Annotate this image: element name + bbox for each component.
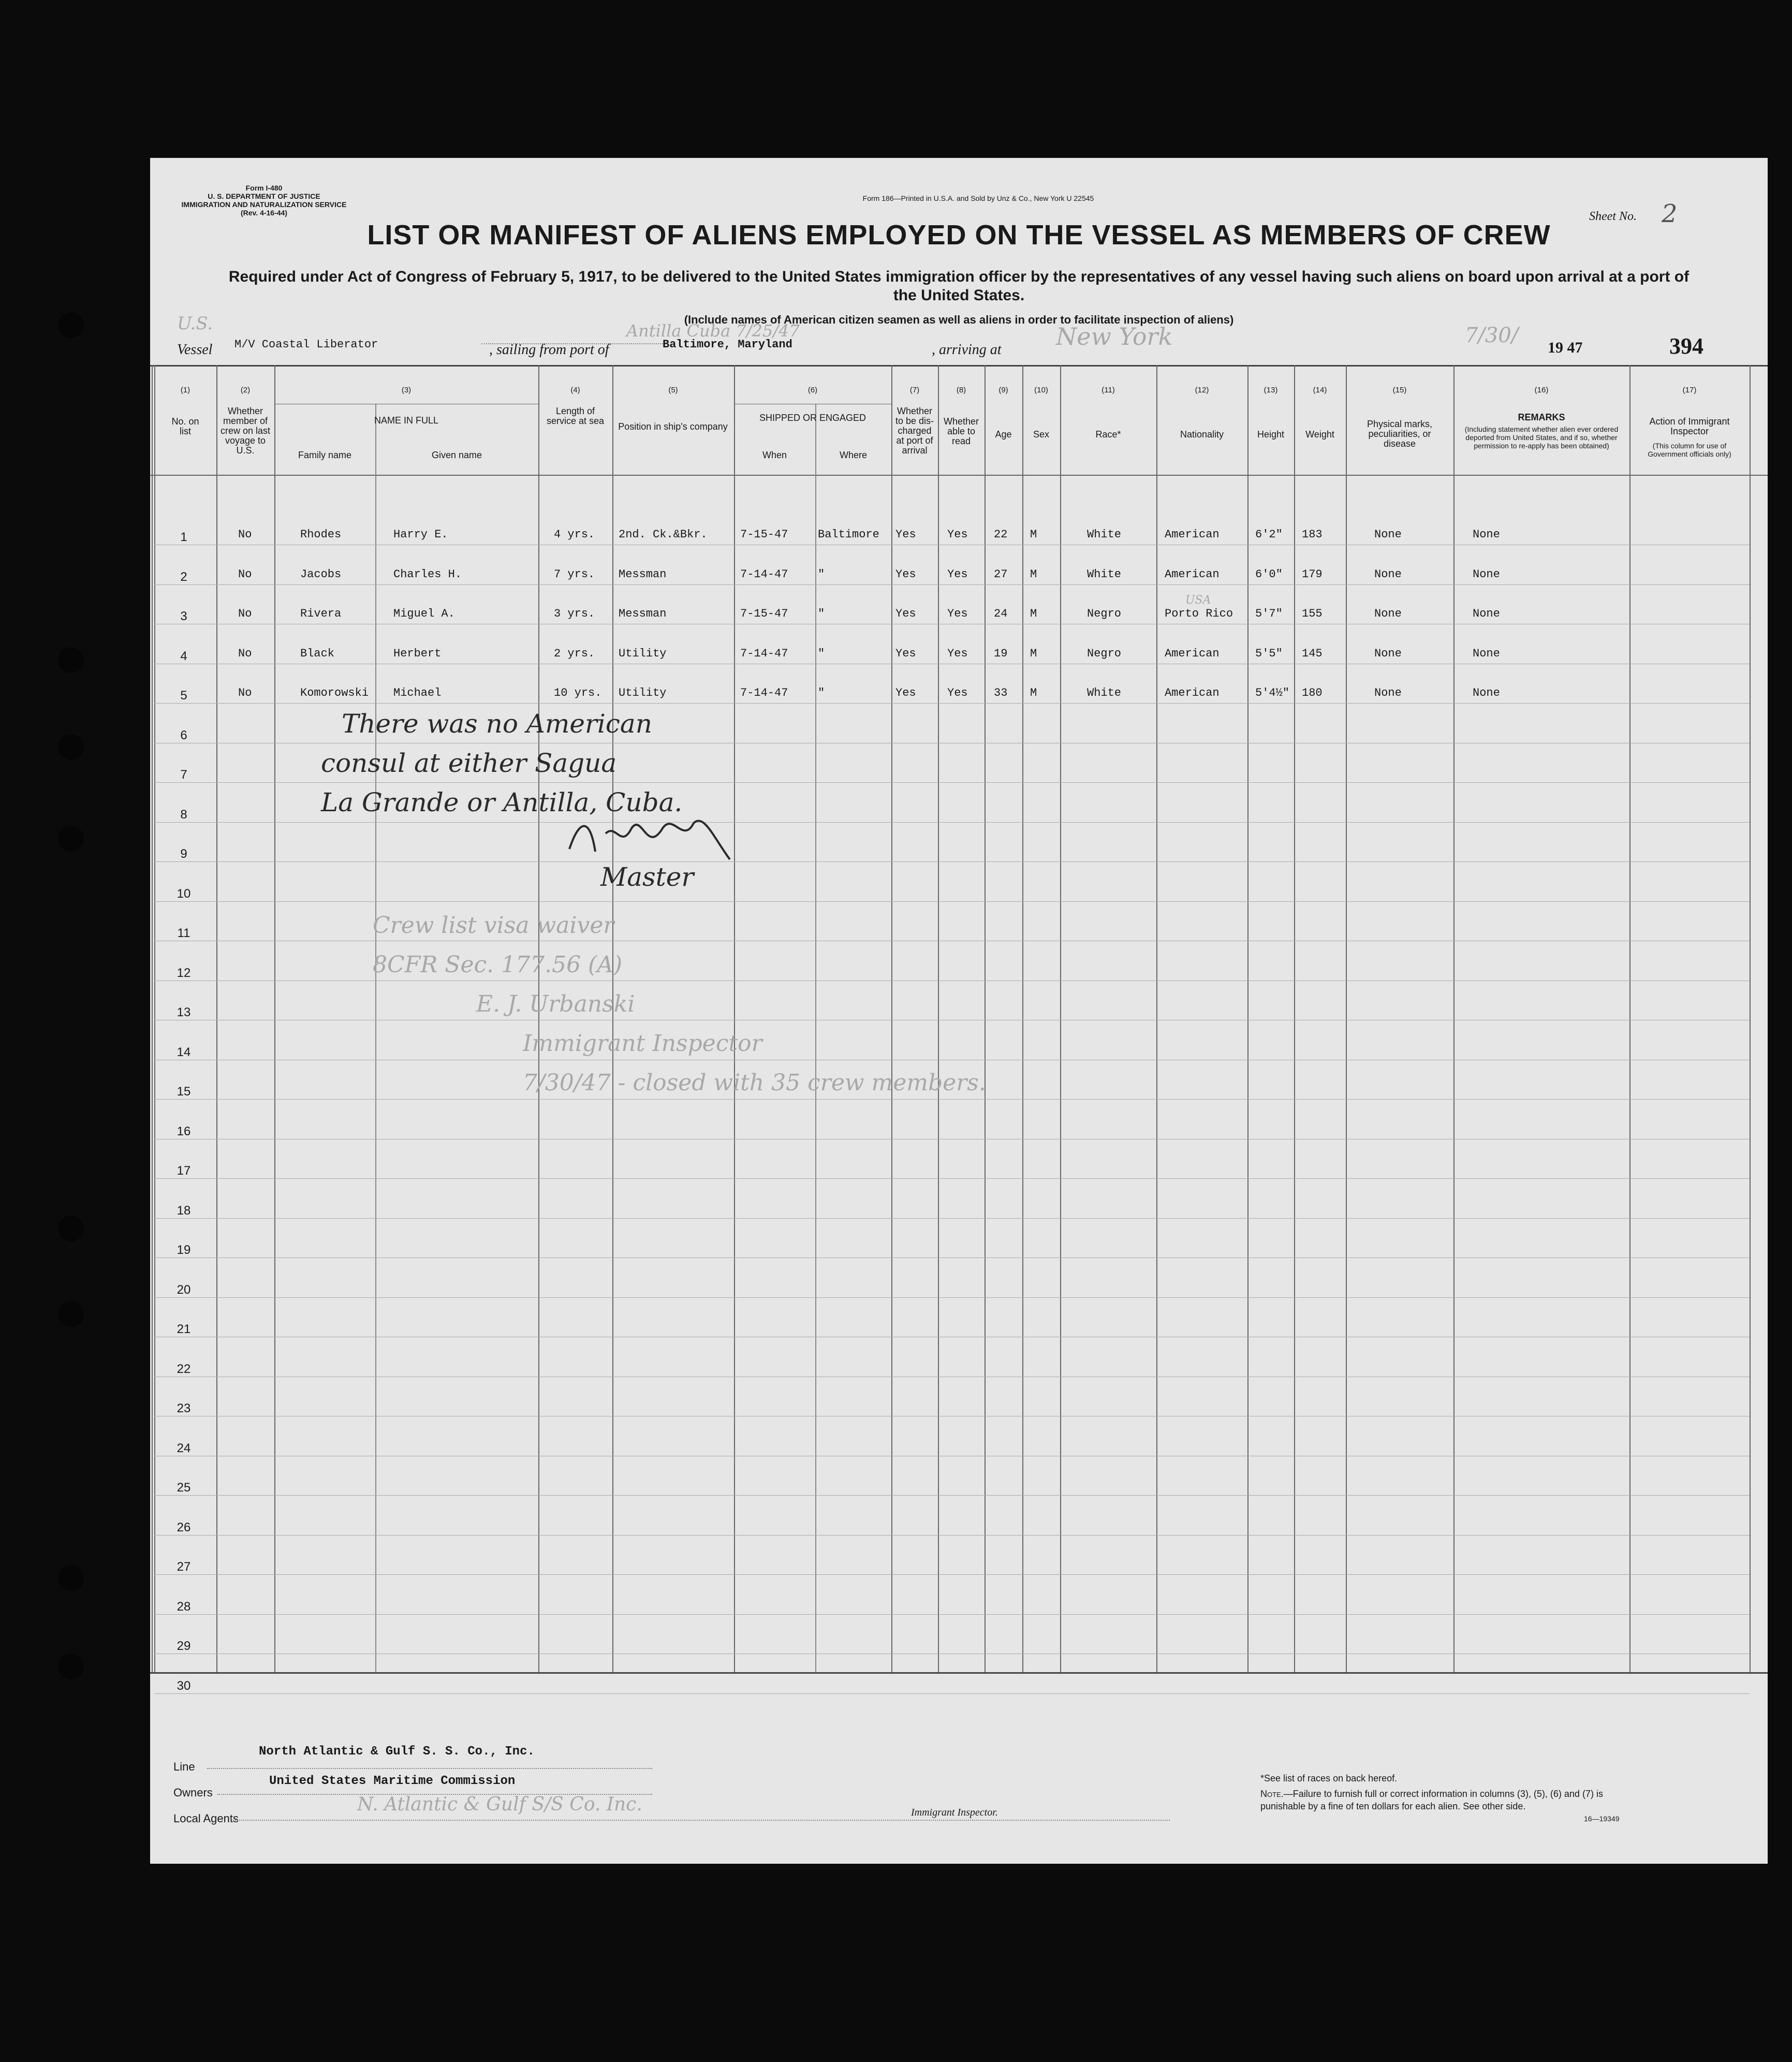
column-divider <box>1750 365 1751 1672</box>
sailing-port: Baltimore, Maryland <box>663 338 792 351</box>
row-number: 9 <box>180 847 187 861</box>
row-number: 30 <box>177 1678 191 1693</box>
col-14-label: Weight <box>1305 429 1334 440</box>
row-number: 27 <box>177 1560 191 1574</box>
col-4-number: (4) <box>570 386 580 394</box>
column-divider <box>274 365 275 1672</box>
race-cell: White <box>1087 686 1122 699</box>
remarks-cell: None <box>1473 686 1500 699</box>
sex-cell: M <box>1030 647 1037 660</box>
column-divider <box>1247 365 1248 1672</box>
discharged-at-port-cell: Yes <box>895 567 916 581</box>
column-divider <box>216 365 217 1672</box>
inspector-note-line: Crew list visa waiver <box>373 912 614 939</box>
length-of-service-cell: 7 yrs. <box>554 567 595 581</box>
given-name-cell: Michael <box>393 686 442 699</box>
row-number: 1 <box>180 530 187 544</box>
col-13-label: Height <box>1257 429 1285 440</box>
row-rule <box>154 901 1750 902</box>
col-17-number: (17) <box>1682 386 1697 394</box>
table-top-border <box>150 365 1768 367</box>
sheet-number: 2 <box>1662 199 1678 228</box>
race-cell: Negro <box>1087 607 1122 620</box>
owners-label: Owners <box>173 1786 213 1799</box>
column-divider <box>1453 365 1455 1672</box>
form-code: 16—19349 <box>1584 1815 1620 1823</box>
weight-cell: 179 <box>1302 567 1323 581</box>
height-cell: 6'0" <box>1255 567 1283 581</box>
agents-underline <box>233 1820 1170 1821</box>
vessel-prefix-handwritten: U.S. <box>177 313 213 334</box>
family-name-cell: Komorowski <box>300 686 369 699</box>
punch-hole <box>58 1565 84 1591</box>
row-number: 20 <box>177 1282 191 1297</box>
crew-on-last-voyage-cell: No <box>238 607 252 620</box>
col-5-label: Position in ship's company <box>618 421 728 432</box>
row-number: 12 <box>177 966 191 980</box>
row-rule <box>154 703 1750 704</box>
shipped-when-cell: 7-14-47 <box>740 567 788 581</box>
col-13-number: (13) <box>1264 386 1278 394</box>
stamp-number: 394 <box>1669 333 1703 359</box>
master-note-line: La Grande or Antilla, Cuba. <box>321 787 683 817</box>
col-6-label: SHIPPED OR ENGAGED <box>759 413 866 423</box>
fine-note <box>1260 1788 1643 1812</box>
races-note: *See list of races on back hereof. <box>1260 1773 1398 1783</box>
length-of-service-cell: 4 yrs. <box>554 528 595 541</box>
position-cell: 2nd. Ck.&Bkr. <box>619 528 708 541</box>
given-name-cell: Miguel A. <box>393 607 455 620</box>
shipped-when-cell: 7-15-47 <box>740 607 788 620</box>
nationality-note: USA <box>1185 594 1211 607</box>
fine-note-label: Note. <box>1260 1789 1284 1799</box>
row-number: 18 <box>177 1203 191 1218</box>
master-signature <box>559 808 735 865</box>
crew-on-last-voyage-cell: No <box>238 567 252 581</box>
row-rule <box>154 1574 1750 1575</box>
row-number: 4 <box>180 649 187 663</box>
age-cell: 33 <box>994 686 1008 699</box>
col-7-label: Whether to be dis-charged at port of arrival <box>895 406 934 456</box>
position-cell: Utility <box>619 686 667 699</box>
manifest-sheet <box>150 158 1768 1864</box>
master-title: Master <box>600 862 694 892</box>
row-number: 10 <box>177 886 191 901</box>
inspector-label: Immigrant Inspector. <box>911 1807 998 1818</box>
col-12-number: (12) <box>1195 386 1209 394</box>
able-to-read-cell: Yes <box>947 647 968 660</box>
manifest-title: LIST OR MANIFEST OF ALIENS EMPLOYED ON THE VESSEL AS MEMBERS OF CREW <box>367 220 1551 251</box>
crew-on-last-voyage-cell: No <box>238 528 252 541</box>
weight-cell: 183 <box>1302 528 1323 541</box>
sheet-label: Sheet No. <box>1589 210 1637 223</box>
shipped-where-cell: " <box>818 567 825 581</box>
length-of-service-cell: 2 yrs. <box>554 647 595 660</box>
discharged-at-port-cell: Yes <box>895 686 916 699</box>
col-10-number: (10) <box>1034 386 1048 394</box>
punch-hole <box>58 826 84 852</box>
revision: (Rev. 4-16-44) <box>240 209 287 217</box>
col-5-number: (5) <box>668 386 678 394</box>
inspector-note-line: Immigrant Inspector <box>523 1030 762 1057</box>
inspector-note-line: E. J. Urbanski <box>476 991 635 1017</box>
col-9-number: (9) <box>998 386 1008 394</box>
position-cell: Messman <box>619 567 667 581</box>
family-name-cell: Black <box>300 647 335 660</box>
row-number: 14 <box>177 1045 191 1059</box>
length-of-service-cell: 10 yrs. <box>554 686 602 699</box>
age-cell: 22 <box>994 528 1008 541</box>
vessel-name: M/V Coastal Liberator <box>234 338 378 351</box>
nationality-cell: American <box>1165 567 1220 581</box>
shipped-where-cell: " <box>818 686 825 699</box>
row-rule <box>154 1297 1750 1298</box>
column-divider <box>1022 365 1023 1672</box>
position-cell: Messman <box>619 607 667 620</box>
able-to-read-cell: Yes <box>947 528 968 541</box>
col-3-number: (3) <box>401 386 412 394</box>
nationality-cell: American <box>1165 647 1220 660</box>
shipped-where-cell: " <box>818 647 825 660</box>
sex-cell: M <box>1030 567 1037 581</box>
col-9-label: Age <box>995 429 1012 440</box>
inspector-note <box>373 906 986 1103</box>
col-16-note: (Including statement whether alien ever ordered deported from United States, and if so, whether permission to re-apply has been obtained) <box>1464 425 1619 450</box>
col-3-sub-family: Family name <box>298 450 352 460</box>
crew-on-last-voyage-cell: No <box>238 647 252 660</box>
height-cell: 5'4½" <box>1255 686 1290 699</box>
row-number: 8 <box>180 807 187 822</box>
arrival-date-handwritten: 7/30/ <box>1465 324 1519 347</box>
row-number: 13 <box>177 1005 191 1019</box>
sex-cell: M <box>1030 686 1037 699</box>
line-label: Line <box>173 1760 195 1773</box>
shipped-when-cell: 7-14-47 <box>740 647 788 660</box>
row-number: 16 <box>177 1124 191 1138</box>
printer-line: Form 186—Printed in U.S.A. and Sold by Unz & Co., New York U 22545 <box>862 194 1094 202</box>
discharged-at-port-cell: Yes <box>895 607 916 620</box>
row-rule <box>154 1178 1750 1179</box>
sex-cell: M <box>1030 528 1037 541</box>
row-number: 2 <box>180 569 187 584</box>
arriving-handwritten: New York <box>1056 323 1173 350</box>
punch-hole <box>58 312 84 338</box>
able-to-read-cell: Yes <box>947 567 968 581</box>
row-number: 11 <box>177 926 190 940</box>
row-number: 3 <box>180 609 187 623</box>
agents-handwritten: N. Atlantic & Gulf S/S Co. Inc. <box>357 1794 642 1815</box>
sailing-handwritten: Antilla Cuba 7/25/47 <box>626 321 800 341</box>
row-number: 7 <box>180 768 187 782</box>
race-cell: White <box>1087 528 1122 541</box>
sex-cell: M <box>1030 607 1037 620</box>
col-17-note: (This column for use of Government officials only) <box>1648 442 1731 458</box>
nationality-cell: American <box>1165 528 1220 541</box>
row-number: 28 <box>177 1599 191 1614</box>
col-3-label: NAME IN FULL <box>374 415 439 426</box>
col-6-sub-when: When <box>762 450 787 460</box>
owners-value: United States Maritime Commission <box>269 1774 516 1788</box>
row-number: 17 <box>177 1164 191 1178</box>
physical-marks-cell: None <box>1374 647 1402 660</box>
col-8-label: Whether able to read <box>943 416 979 446</box>
instruction-note: (Include names of American citizen seamen as well as aliens in order to facilitate inspection of aliens) <box>684 313 1234 326</box>
remarks-cell: None <box>1473 567 1500 581</box>
punch-hole <box>58 1654 84 1679</box>
col-16-label: REMARKS <box>1518 412 1565 422</box>
column-divider <box>1060 365 1061 1672</box>
col-15-label: Physical marks, peculiarities, or disease <box>1367 419 1433 449</box>
row-rule <box>154 1614 1750 1615</box>
master-note-line: There was no American <box>342 709 652 739</box>
row-number: 25 <box>177 1481 191 1495</box>
col-11-number: (11) <box>1101 386 1115 394</box>
column-divider <box>152 365 153 1672</box>
line-underline <box>207 1768 652 1769</box>
column-divider <box>1629 365 1631 1672</box>
table-bottom-border <box>150 1672 1768 1674</box>
row-number: 29 <box>177 1639 191 1653</box>
shipped-where-cell: Baltimore <box>818 528 879 541</box>
inspector-note-line: 8CFR Sec. 177.56 (A) <box>373 952 623 978</box>
col-8-number: (8) <box>956 386 966 394</box>
row-number: 23 <box>177 1401 191 1415</box>
arrival-year: 19 47 <box>1548 339 1583 356</box>
physical-marks-cell: None <box>1374 528 1402 541</box>
remarks-cell: None <box>1473 528 1500 541</box>
shipped-where-cell: " <box>818 607 825 620</box>
col-6-sub-where: Where <box>839 450 867 460</box>
age-cell: 24 <box>994 607 1008 620</box>
age-cell: 19 <box>994 647 1008 660</box>
row-number: 15 <box>177 1085 191 1099</box>
col-16-number: (16) <box>1534 386 1549 394</box>
length-of-service-cell: 3 yrs. <box>554 607 595 620</box>
row-rule <box>154 584 1750 585</box>
row-number: 24 <box>177 1441 191 1455</box>
department: U. S. DEPARTMENT OF JUSTICE <box>208 192 320 200</box>
crew-on-last-voyage-cell: No <box>238 686 252 699</box>
punch-hole <box>58 647 84 673</box>
col-14-number: (14) <box>1313 386 1327 394</box>
able-to-read-cell: Yes <box>947 686 968 699</box>
family-name-cell: Rhodes <box>300 528 342 541</box>
race-cell: Negro <box>1087 647 1122 660</box>
master-note-line: consul at either Sagua <box>321 748 617 778</box>
service-name: IMMIGRATION AND NATURALIZATION SERVICE <box>181 200 347 209</box>
col-11-label: Race* <box>1095 429 1121 440</box>
height-cell: 5'5" <box>1255 647 1283 660</box>
header-bottom-border <box>150 475 1768 476</box>
physical-marks-cell: None <box>1374 567 1402 581</box>
row-number: 5 <box>180 689 187 703</box>
column-divider <box>1346 365 1347 1672</box>
height-cell: 5'7" <box>1255 607 1283 620</box>
arriving-label: , arriving at <box>932 342 1002 358</box>
row-number: 19 <box>177 1243 191 1257</box>
weight-cell: 180 <box>1302 686 1323 699</box>
master-note <box>321 704 682 822</box>
row-rule <box>154 861 1750 862</box>
row-number: 22 <box>177 1362 191 1376</box>
remarks-cell: None <box>1473 647 1500 660</box>
physical-marks-cell: None <box>1374 607 1402 620</box>
row-rule <box>154 1495 1750 1496</box>
weight-cell: 155 <box>1302 607 1323 620</box>
given-name-cell: Harry E. <box>393 528 448 541</box>
row-rule <box>154 1257 1750 1258</box>
sailing-label: , sailing from port of <box>489 342 609 358</box>
row-number: 6 <box>180 728 187 742</box>
discharged-at-port-cell: Yes <box>895 647 916 660</box>
column-divider <box>154 365 155 1672</box>
row-rule <box>154 1218 1750 1219</box>
column-divider <box>1156 365 1157 1672</box>
family-name-cell: Rivera <box>300 607 342 620</box>
age-cell: 27 <box>994 567 1008 581</box>
column-divider <box>1294 365 1295 1672</box>
col-2-label: Whether member of crew on last voyage to U.S. <box>220 406 271 456</box>
height-cell: 6'2" <box>1255 528 1283 541</box>
remarks-cell: None <box>1473 607 1500 620</box>
family-name-cell: Jacobs <box>300 567 342 581</box>
agents-label: Local Agents <box>173 1812 239 1825</box>
col-6-number: (6) <box>807 386 818 394</box>
position-cell: Utility <box>619 647 667 660</box>
nationality-cell: Porto Rico <box>1165 607 1233 620</box>
col-10-label: Sex <box>1033 429 1050 440</box>
race-cell: White <box>1087 567 1122 581</box>
shipped-when-cell: 7-15-47 <box>740 528 788 541</box>
col-2-number: (2) <box>240 386 251 394</box>
col-17-label: Action of Immigrant Inspector <box>1649 416 1730 436</box>
punch-hole <box>58 734 84 760</box>
col-3-sub-given: Given name <box>431 450 482 460</box>
col-1-label: No. on list <box>171 416 199 436</box>
punch-hole <box>58 1216 84 1241</box>
row-rule <box>154 1693 1750 1694</box>
row-number: 26 <box>177 1520 191 1534</box>
weight-cell: 145 <box>1302 647 1323 660</box>
inspector-note-line: 7/30/47 - closed with 35 crew members. <box>523 1070 986 1096</box>
form-number: Form I-480 <box>245 184 283 192</box>
physical-marks-cell: None <box>1374 686 1402 699</box>
vessel-label: Vessel <box>177 342 213 358</box>
col-1-number: (1) <box>180 386 190 394</box>
row-number: 21 <box>177 1322 191 1336</box>
shipped-when-cell: 7-14-47 <box>740 686 788 699</box>
fine-note-text: —Failure to furnish full or correct information in columns (3), (5), (6) and (7) is punishable by a fine of ten dollars for each alien. See other side. <box>1260 1789 1603 1811</box>
punch-hole <box>58 1301 84 1327</box>
nationality-cell: American <box>1165 686 1220 699</box>
given-name-cell: Charles H. <box>393 567 462 581</box>
col-12-label: Nationality <box>1180 429 1224 440</box>
discharged-at-port-cell: Yes <box>895 528 916 541</box>
able-to-read-cell: Yes <box>947 607 968 620</box>
line-value: North Atlantic & Gulf S. S. Co., Inc. <box>259 1745 535 1759</box>
col-7-number: (7) <box>909 386 920 394</box>
manifest-subtitle: Required under Act of Congress of February 5, 1917, to be delivered to the United States immigration officer by the representatives of any vessel having such aliens on board upon arrival at a port of the United States. <box>228 268 1690 304</box>
given-name-cell: Herbert <box>393 647 442 660</box>
col-4-label: Length of service at sea <box>546 406 605 426</box>
col-15-number: (15) <box>1392 386 1407 394</box>
